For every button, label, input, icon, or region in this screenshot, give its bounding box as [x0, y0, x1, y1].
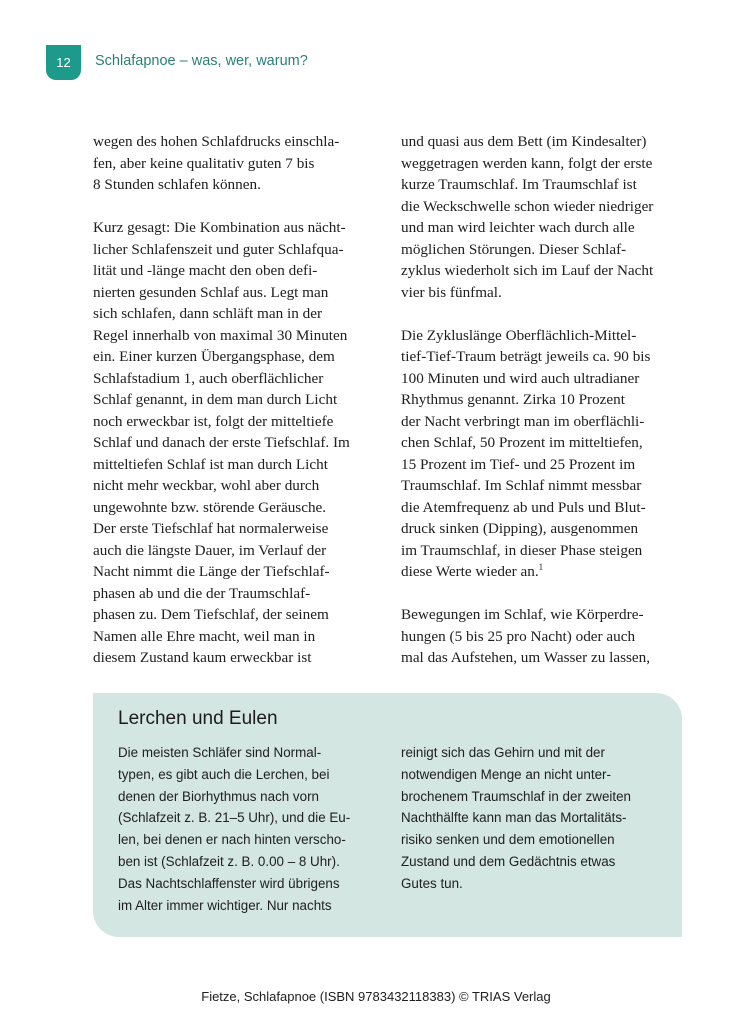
paragraph-text: Die Zykluslänge Oberflächlich-Mittel- tief-Tief-Traum beträgt jeweils ca. 90 bis 100 Minuten und wird auch ultradianer Rhythmus genannt. Zirka 10 Prozent der Nacht verbringt man im oberflächli- chen Schlaf, 50 Prozent im mitteltiefen, 15 Prozent im Tief- und 25 Prozent im Traumschlaf. Im Schlaf nimmt messbar die Atemfrequenz ab und Puls und Blut- druck sinken (Dipping), ausgenommen im Traumschlaf, in dieser Phase steigen diese Werte wieder an. — [401, 326, 651, 580]
footer-citation: Fietze, Schlafapnoe (ISBN 9783432118383) © TRIAS Verlag — [201, 989, 551, 1004]
paragraph: Bewegungen im Schlaf, wie Körperdre- hungen (5 bis 25 pro Nacht) oder auch mal das Aufstehen, um Wasser zu lassen, — [401, 606, 651, 666]
body-column-right — [401, 131, 687, 669]
footnote-marker[interactable]: 1 — [538, 561, 544, 572]
page-number-badge — [46, 45, 81, 80]
paragraph: und quasi aus dem Bett (im Kindesalter) weggetragen werden kann, folgt der erste kurze Traumschlaf. Im Traumschlaf ist die Weckschwelle schon wieder niedriger und man wird leichter wach durch alle möglichen Störungen. Dieser Schlaf- zyklus wiederholt sich im Lauf der Nacht vier bis fünfmal. — [401, 133, 654, 301]
paragraph: Kurz gesagt: Die Kombination aus nächt- licher Schlafenszeit und guter Schlafqua- lität und -länge macht den oben defi- nierten gesunden Schlaf aus. Legt man sich schlafen, dann schläft man in der Regel innerhalb von maximal 30 Minuten ein. Einer kurzen Übergangsphase, dem Schlafstadium 1, auch oberflächlicher Schlaf genannt, in dem man durch Licht noch erweckbar ist, folgt der mitteltiefe Schlaf und danach der erste Tiefschlaf. Im mitteltiefen Schlaf ist man durch Licht nicht mehr weckbar, wohl aber durch ungewohnte bzw. störende Geräusche. Der erste Tiefschlaf hat normalerweise auch die längste Dauer, im Verlauf der Nacht nimmt die Länge der Tiefschlaf- phasen ab und die der Traumschlaf- phasen zu. Dem Tiefschlaf, der seinem Namen alle Ehre macht, weil man in diesem Zustand kaum erweckbar ist — [93, 219, 350, 666]
page-number: 12 — [56, 55, 71, 70]
paragraph: wegen des hohen Schlafdrucks einschla- fen, aber keine qualitativ guten 7 bis 8 Stunden schlafen können. — [93, 133, 340, 193]
info-box-title: Lerchen und Eulen — [118, 708, 278, 729]
info-box-text-right: reinigt sich das Gehirn und mit der notwendigen Menge an nicht unter- brochenem Traumschlaf in der zweiten Nachthälfte kann man das Mortalitäts- risiko senken und dem emotionellen Zustand und dem Gedächtnis etwas Gutes tun. — [401, 745, 631, 891]
running-header: Schlafapnoe – was, wer, warum? — [95, 53, 308, 69]
body-column-left — [93, 131, 379, 669]
paragraph — [401, 325, 687, 583]
info-box-text-left: Die meisten Schläfer sind Normal- typen, es gibt auch die Lerchen, bei denen der Biorhythmus nach vorn (Schlafzeit z. B. 21–5 Uhr), und die Eu- len, bei denen er nach hinten verscho- ben ist (Schlafzeit z. B. 0.00 – 8 Uhr). Das Nachtschlaffenster wird übrigens im Alter immer wichtiger. Nur nachts — [118, 745, 351, 913]
